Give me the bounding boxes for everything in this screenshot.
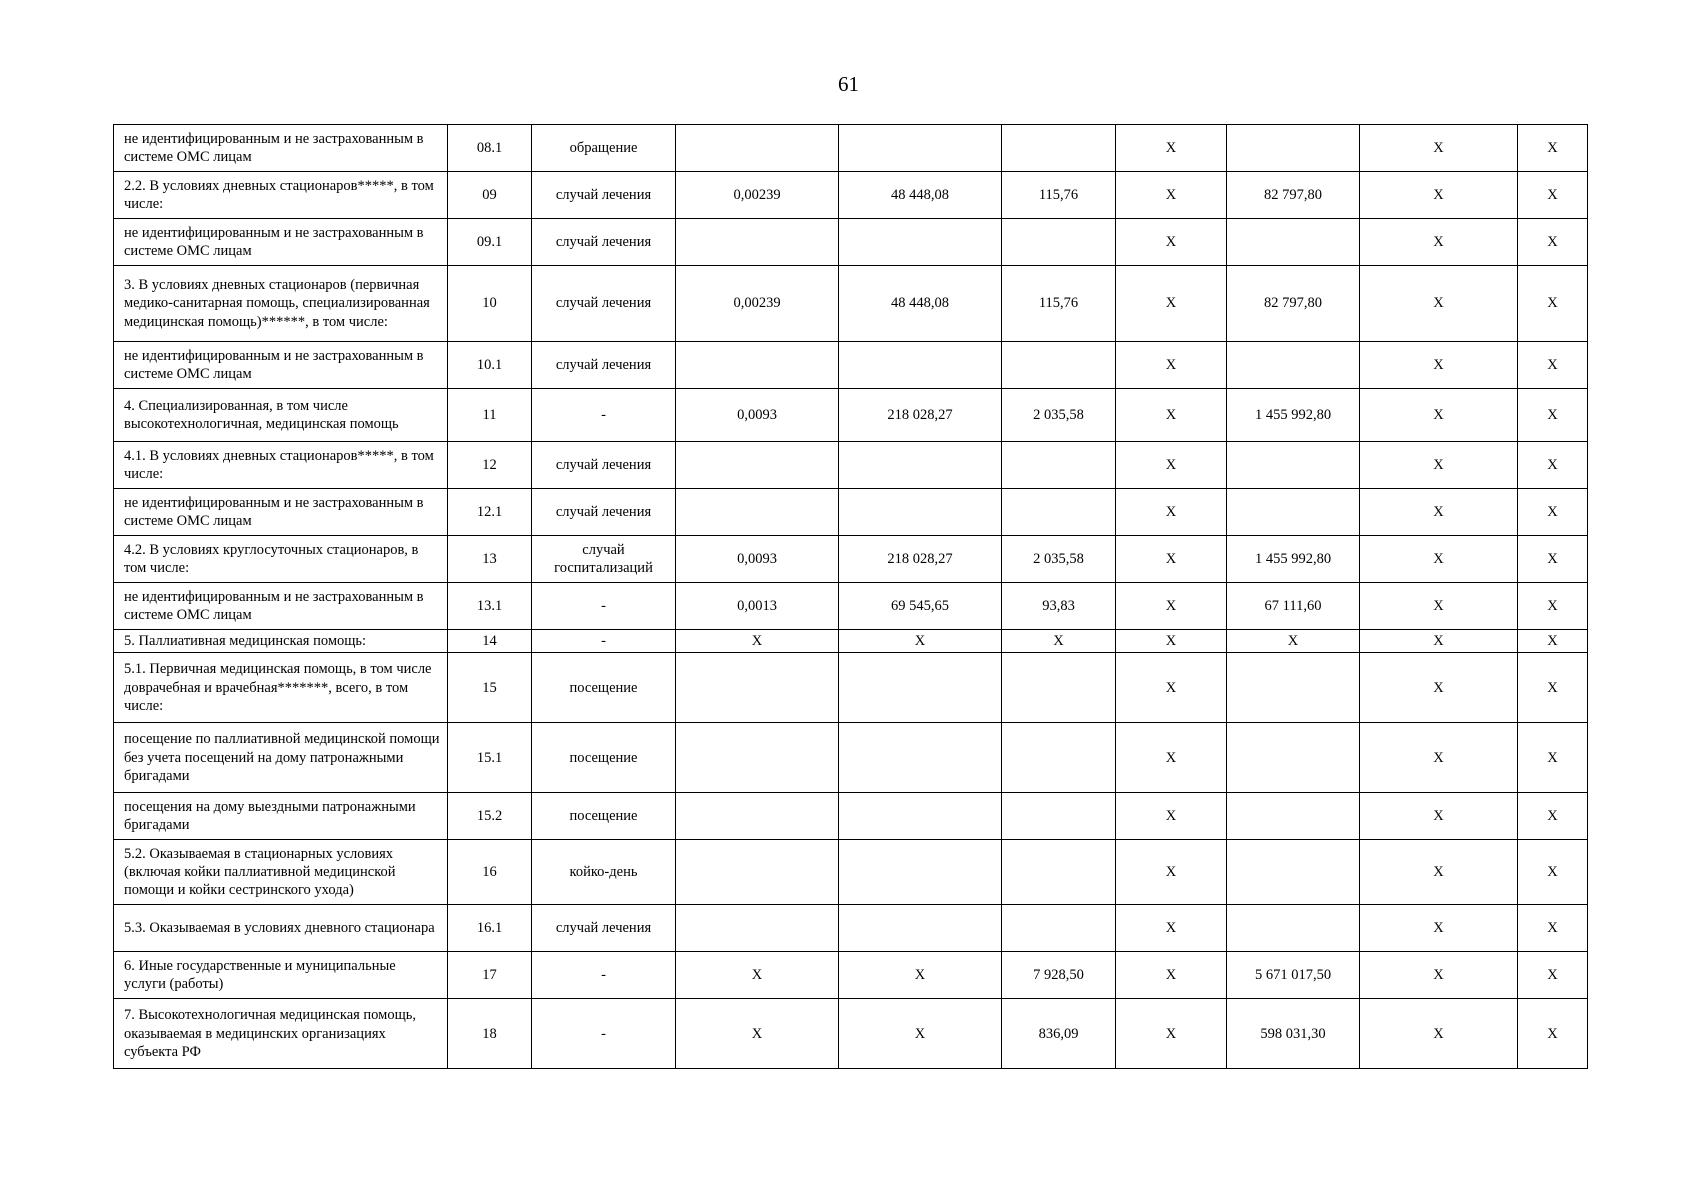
row-col-4-cell	[676, 653, 839, 723]
row-col-6-cell	[1002, 442, 1116, 489]
row-col-6-cell	[1002, 489, 1116, 536]
row-col-7-cell: X	[1116, 536, 1227, 583]
row-col-7-cell: X	[1116, 905, 1227, 952]
row-col-5-cell	[839, 723, 1002, 793]
row-col-10-cell: X	[1518, 793, 1588, 840]
row-col-9-cell: X	[1360, 840, 1518, 905]
table-row	[114, 489, 1588, 536]
row-code-cell: 13.1	[448, 583, 532, 630]
row-unit-cell: -	[532, 952, 676, 999]
row-col-6-cell	[1002, 653, 1116, 723]
row-col-10-cell: X	[1518, 630, 1588, 653]
row-col-8-cell	[1227, 840, 1360, 905]
row-name-cell: 4.2. В условиях круглосуточных стационаров, в том числе:	[114, 536, 448, 583]
row-col-4-cell	[676, 219, 839, 266]
row-col-8-cell	[1227, 905, 1360, 952]
row-code-cell: 13	[448, 536, 532, 583]
row-unit-cell: обращение	[532, 125, 676, 172]
row-name-cell: посещения на дому выездными патронажными бригадами	[114, 793, 448, 840]
row-col-5-cell: 48 448,08	[839, 172, 1002, 219]
table-row	[114, 172, 1588, 219]
row-col-5-cell	[839, 489, 1002, 536]
row-col-7-cell: X	[1116, 653, 1227, 723]
row-col-9-cell: X	[1360, 489, 1518, 536]
row-col-7-cell: X	[1116, 442, 1227, 489]
row-col-5-cell: 48 448,08	[839, 266, 1002, 342]
row-col-10-cell: X	[1518, 536, 1588, 583]
row-col-10-cell: X	[1518, 723, 1588, 793]
row-col-8-cell: X	[1227, 630, 1360, 653]
row-col-7-cell: X	[1116, 723, 1227, 793]
row-unit-cell: случай лечения	[532, 172, 676, 219]
row-col-6-cell	[1002, 125, 1116, 172]
row-code-cell: 12	[448, 442, 532, 489]
row-col-4-cell	[676, 489, 839, 536]
row-name-cell: 5. Паллиативная медицинская помощь:	[114, 630, 448, 653]
row-col-6-cell: 7 928,50	[1002, 952, 1116, 999]
row-col-9-cell: X	[1360, 442, 1518, 489]
row-col-5-cell	[839, 442, 1002, 489]
row-col-7-cell: X	[1116, 793, 1227, 840]
row-col-9-cell: X	[1360, 723, 1518, 793]
row-col-10-cell: X	[1518, 266, 1588, 342]
row-col-6-cell: 2 035,58	[1002, 389, 1116, 442]
data-table	[113, 124, 1588, 1069]
row-col-7-cell: X	[1116, 172, 1227, 219]
row-col-6-cell: 115,76	[1002, 172, 1116, 219]
row-col-4-cell: 0,0013	[676, 583, 839, 630]
row-col-9-cell: X	[1360, 793, 1518, 840]
table-row	[114, 999, 1588, 1069]
table-row	[114, 442, 1588, 489]
row-name-cell: 3. В условиях дневных стационаров (первичная медико-санитарная помощь, специализированная медицинская помощь)******, в том числе:	[114, 266, 448, 342]
row-col-4-cell: 0,0093	[676, 536, 839, 583]
row-col-6-cell: 93,83	[1002, 583, 1116, 630]
row-col-8-cell: 5 671 017,50	[1227, 952, 1360, 999]
row-code-cell: 15.2	[448, 793, 532, 840]
row-name-cell: 4.1. В условиях дневных стационаров*****, в том числе:	[114, 442, 448, 489]
row-unit-cell: -	[532, 583, 676, 630]
row-unit-cell: случай лечения	[532, 905, 676, 952]
row-code-cell: 11	[448, 389, 532, 442]
row-name-cell: не идентифицированным и не застрахованным в системе ОМС лицам	[114, 489, 448, 536]
row-code-cell: 10.1	[448, 342, 532, 389]
row-col-10-cell: X	[1518, 952, 1588, 999]
row-col-8-cell	[1227, 342, 1360, 389]
row-col-7-cell: X	[1116, 630, 1227, 653]
row-col-4-cell	[676, 905, 839, 952]
row-col-10-cell: X	[1518, 442, 1588, 489]
table-row	[114, 266, 1588, 342]
row-col-4-cell	[676, 125, 839, 172]
row-col-10-cell: X	[1518, 489, 1588, 536]
row-unit-cell: посещение	[532, 653, 676, 723]
table-row	[114, 793, 1588, 840]
row-code-cell: 16.1	[448, 905, 532, 952]
row-col-6-cell	[1002, 905, 1116, 952]
table-row	[114, 583, 1588, 630]
row-code-cell: 10	[448, 266, 532, 342]
row-unit-cell: -	[532, 389, 676, 442]
row-col-10-cell: X	[1518, 219, 1588, 266]
row-col-9-cell: X	[1360, 653, 1518, 723]
table-row	[114, 536, 1588, 583]
row-col-5-cell: 218 028,27	[839, 536, 1002, 583]
row-col-8-cell: 1 455 992,80	[1227, 536, 1360, 583]
row-code-cell: 17	[448, 952, 532, 999]
row-col-8-cell	[1227, 219, 1360, 266]
table-row	[114, 952, 1588, 999]
row-name-cell: 5.3. Оказываемая в условиях дневного стационара	[114, 905, 448, 952]
row-col-9-cell: X	[1360, 630, 1518, 653]
row-col-7-cell: X	[1116, 266, 1227, 342]
row-col-9-cell: X	[1360, 125, 1518, 172]
row-col-6-cell	[1002, 793, 1116, 840]
row-col-8-cell	[1227, 723, 1360, 793]
row-col-5-cell: X	[839, 630, 1002, 653]
row-unit-cell: -	[532, 630, 676, 653]
row-code-cell: 18	[448, 999, 532, 1069]
row-code-cell: 15.1	[448, 723, 532, 793]
row-col-7-cell: X	[1116, 342, 1227, 389]
row-name-cell: 5.1. Первичная медицинская помощь, в том числе доврачебная и врачебная*******, всего, в том числе:	[114, 653, 448, 723]
row-code-cell: 15	[448, 653, 532, 723]
row-col-5-cell	[839, 905, 1002, 952]
row-col-4-cell: X	[676, 952, 839, 999]
row-col-6-cell	[1002, 840, 1116, 905]
row-unit-cell: случай лечения	[532, 342, 676, 389]
row-col-8-cell	[1227, 125, 1360, 172]
row-col-8-cell: 1 455 992,80	[1227, 389, 1360, 442]
row-col-10-cell: X	[1518, 999, 1588, 1069]
row-unit-cell: посещение	[532, 723, 676, 793]
row-col-9-cell: X	[1360, 999, 1518, 1069]
table-row	[114, 840, 1588, 905]
row-unit-cell: случай госпитализаций	[532, 536, 676, 583]
row-col-10-cell: X	[1518, 172, 1588, 219]
row-col-9-cell: X	[1360, 266, 1518, 342]
row-col-6-cell: 2 035,58	[1002, 536, 1116, 583]
row-col-7-cell: X	[1116, 489, 1227, 536]
row-col-9-cell: X	[1360, 536, 1518, 583]
row-unit-cell: случай лечения	[532, 442, 676, 489]
row-code-cell: 14	[448, 630, 532, 653]
table-row	[114, 389, 1588, 442]
row-col-7-cell: X	[1116, 999, 1227, 1069]
row-col-7-cell: X	[1116, 389, 1227, 442]
row-col-9-cell: X	[1360, 583, 1518, 630]
row-col-10-cell: X	[1518, 583, 1588, 630]
row-col-5-cell: X	[839, 999, 1002, 1069]
table-row	[114, 905, 1588, 952]
table-row	[114, 653, 1588, 723]
row-col-7-cell: X	[1116, 219, 1227, 266]
row-unit-cell: случай лечения	[532, 266, 676, 342]
row-col-9-cell: X	[1360, 172, 1518, 219]
row-col-6-cell: 115,76	[1002, 266, 1116, 342]
row-unit-cell: случай лечения	[532, 489, 676, 536]
row-col-10-cell: X	[1518, 905, 1588, 952]
row-col-9-cell: X	[1360, 219, 1518, 266]
row-col-9-cell: X	[1360, 342, 1518, 389]
table-row	[114, 125, 1588, 172]
row-col-4-cell	[676, 723, 839, 793]
row-name-cell: 5.2. Оказываемая в стационарных условиях (включая койки паллиативной медицинской помощи и койки сестринского ухода)	[114, 840, 448, 905]
row-name-cell: 4. Специализированная, в том числе высокотехнологичная, медицинская помощь	[114, 389, 448, 442]
row-col-8-cell: 67 111,60	[1227, 583, 1360, 630]
row-name-cell: не идентифицированным и не застрахованным в системе ОМС лицам	[114, 342, 448, 389]
row-code-cell: 08.1	[448, 125, 532, 172]
row-name-cell: не идентифицированным и не застрахованным в системе ОМС лицам	[114, 583, 448, 630]
table-row	[114, 630, 1588, 653]
row-name-cell: посещение по паллиативной медицинской помощи без учета посещений на дому патронажными бригадами	[114, 723, 448, 793]
row-col-5-cell: X	[839, 952, 1002, 999]
row-col-7-cell: X	[1116, 583, 1227, 630]
row-col-6-cell	[1002, 723, 1116, 793]
row-name-cell: не идентифицированным и не застрахованным в системе ОМС лицам	[114, 125, 448, 172]
row-unit-cell: посещение	[532, 793, 676, 840]
row-name-cell: 2.2. В условиях дневных стационаров*****, в том числе:	[114, 172, 448, 219]
row-col-8-cell: 82 797,80	[1227, 266, 1360, 342]
row-col-6-cell: X	[1002, 630, 1116, 653]
row-col-5-cell	[839, 125, 1002, 172]
row-col-4-cell: X	[676, 999, 839, 1069]
row-col-6-cell	[1002, 342, 1116, 389]
row-col-4-cell: X	[676, 630, 839, 653]
row-col-10-cell: X	[1518, 342, 1588, 389]
page-number: 61	[838, 72, 859, 96]
row-code-cell: 09	[448, 172, 532, 219]
row-col-4-cell	[676, 840, 839, 905]
row-col-10-cell: X	[1518, 653, 1588, 723]
row-col-8-cell	[1227, 793, 1360, 840]
row-col-9-cell: X	[1360, 905, 1518, 952]
row-name-cell: 6. Иные государственные и муниципальные услуги (работы)	[114, 952, 448, 999]
table-row	[114, 342, 1588, 389]
row-col-8-cell	[1227, 442, 1360, 489]
row-unit-cell: койко-день	[532, 840, 676, 905]
row-unit-cell: -	[532, 999, 676, 1069]
row-col-5-cell	[839, 219, 1002, 266]
row-col-4-cell	[676, 793, 839, 840]
row-col-7-cell: X	[1116, 840, 1227, 905]
row-col-10-cell: X	[1518, 125, 1588, 172]
row-col-5-cell	[839, 840, 1002, 905]
row-col-7-cell: X	[1116, 952, 1227, 999]
row-col-4-cell	[676, 342, 839, 389]
row-col-5-cell	[839, 653, 1002, 723]
table-row	[114, 723, 1588, 793]
row-col-10-cell: X	[1518, 840, 1588, 905]
row-name-cell: 7. Высокотехнологичная медицинская помощь, оказываемая в медицинских организациях субъекта РФ	[114, 999, 448, 1069]
row-col-8-cell	[1227, 653, 1360, 723]
row-col-8-cell	[1227, 489, 1360, 536]
row-col-4-cell: 0,00239	[676, 266, 839, 342]
row-col-5-cell: 69 545,65	[839, 583, 1002, 630]
row-col-9-cell: X	[1360, 952, 1518, 999]
row-col-7-cell: X	[1116, 125, 1227, 172]
row-col-8-cell: 82 797,80	[1227, 172, 1360, 219]
row-col-5-cell	[839, 793, 1002, 840]
row-unit-cell: случай лечения	[532, 219, 676, 266]
row-col-4-cell	[676, 442, 839, 489]
row-code-cell: 16	[448, 840, 532, 905]
row-code-cell: 12.1	[448, 489, 532, 536]
row-col-6-cell	[1002, 219, 1116, 266]
table-row	[114, 219, 1588, 266]
row-col-5-cell	[839, 342, 1002, 389]
row-col-9-cell: X	[1360, 389, 1518, 442]
row-col-6-cell: 836,09	[1002, 999, 1116, 1069]
row-col-8-cell: 598 031,30	[1227, 999, 1360, 1069]
row-col-5-cell: 218 028,27	[839, 389, 1002, 442]
row-col-4-cell: 0,00239	[676, 172, 839, 219]
row-name-cell: не идентифицированным и не застрахованным в системе ОМС лицам	[114, 219, 448, 266]
row-col-4-cell: 0,0093	[676, 389, 839, 442]
row-code-cell: 09.1	[448, 219, 532, 266]
row-col-10-cell: X	[1518, 389, 1588, 442]
